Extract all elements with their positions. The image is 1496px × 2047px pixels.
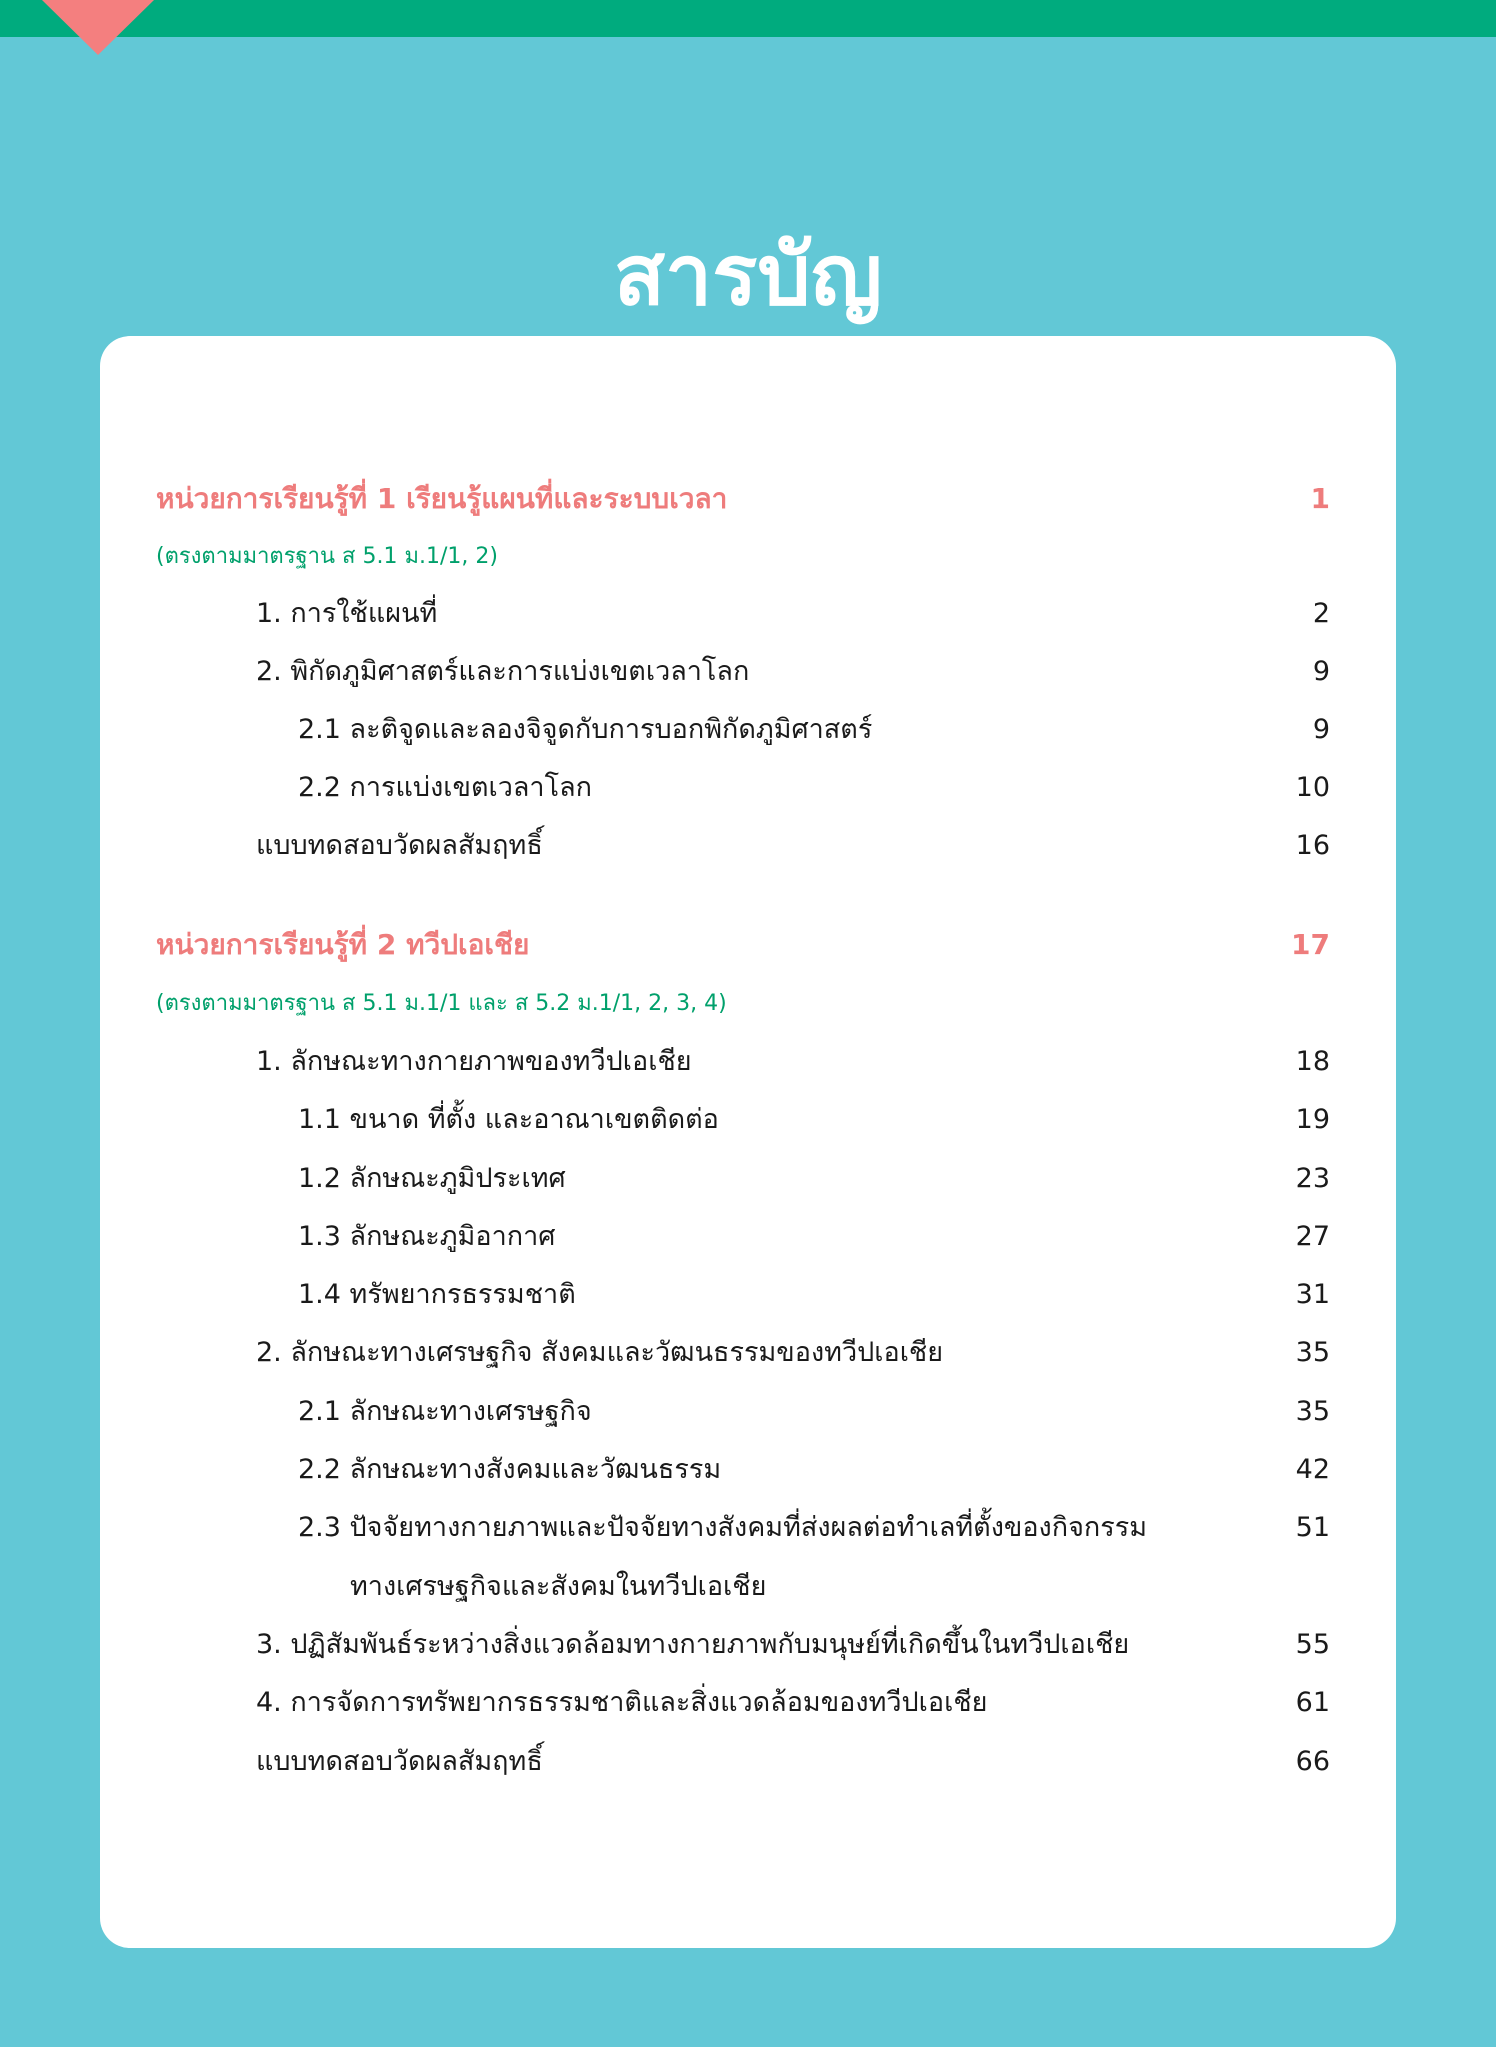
toc-entry[interactable]: [100, 1387, 1396, 1437]
toc-entry-label: 3. ปฏิสัมพันธ์ระหว่างสิ่งแวดล้อมทางกายภาพกับมนุษย์ที่เกิดขึ้นในทวีปเอเชีย: [256, 1629, 1130, 1660]
toc-entry-page: 9: [1312, 714, 1330, 745]
top-green-bar: [0, 0, 1496, 37]
toc-entry[interactable]: [100, 1445, 1396, 1495]
toc-entry-label: 2.1 ละติจูดและลองจิจูดกับการบอกพิกัดภูมิศาสตร์: [298, 714, 873, 745]
toc-entry-page: 19: [1295, 1104, 1330, 1135]
unit-page-number: 17: [1291, 928, 1330, 961]
corner-triangle-marker: [42, 0, 154, 55]
unit-heading: หน่วยการเรียนรู้ที่ 1 เรียนรู้แผนที่และระบบเวลา: [156, 482, 728, 515]
toc-entry-page: 51: [1295, 1512, 1330, 1543]
toc-entry-label: 2. พิกัดภูมิศาสตร์และการแบ่งเขตเวลาโลก: [256, 656, 750, 687]
toc-entry[interactable]: [100, 647, 1396, 697]
toc-entry-label: 1.2 ลักษณะภูมิประเทศ: [298, 1163, 566, 1194]
toc-entry-continuation[interactable]: [100, 1562, 1396, 1612]
toc-entry[interactable]: [100, 1620, 1396, 1670]
toc-entry-page: 55: [1295, 1629, 1330, 1660]
toc-entry-page: 18: [1295, 1046, 1330, 1077]
toc-entry-page: 31: [1295, 1279, 1330, 1310]
standard-note: (ตรงตามมาตรฐาน ส 5.1 ม.1/1, 2): [156, 544, 498, 569]
toc-entry-label: 2.2 การแบ่งเขตเวลาโลก: [298, 772, 592, 803]
unit-2-standard-row: [100, 979, 1396, 1029]
toc-entry[interactable]: [100, 821, 1396, 871]
standard-note: (ตรงตามมาตรฐาน ส 5.1 ม.1/1 และ ส 5.2 ม.1/1, 2, 3, 4): [156, 991, 727, 1016]
toc-entry-page: 23: [1295, 1163, 1330, 1194]
toc-entry[interactable]: [100, 1678, 1396, 1728]
toc-entry[interactable]: [100, 705, 1396, 755]
toc-entry[interactable]: [100, 1095, 1396, 1145]
toc-entry-label: 1.1 ขนาด ที่ตั้ง และอาณาเขตติดต่อ: [298, 1104, 719, 1135]
toc-entry-label: 1.4 ทรัพยากรธรรมชาติ: [298, 1279, 576, 1310]
toc-entry-page: 10: [1295, 772, 1330, 803]
toc-entry-label: 1. ลักษณะทางกายภาพของทวีปเอเชีย: [256, 1046, 692, 1077]
unit-1-standard-row: [100, 532, 1396, 582]
toc-entry[interactable]: [100, 589, 1396, 639]
toc-entry-label: 2.2 ลักษณะทางสังคมและวัฒนธรรม: [298, 1454, 722, 1485]
toc-entry-label: 4. การจัดการทรัพยากรธรรมชาติและสิ่งแวดล้อมของทวีปเอเชีย: [256, 1687, 988, 1718]
toc-entry-page: 66: [1295, 1746, 1330, 1777]
toc-entry-label: แบบทดสอบวัดผลสัมฤทธิ์: [256, 1746, 543, 1777]
unit-page-number: 1: [1310, 482, 1330, 515]
toc-entry[interactable]: [100, 1154, 1396, 1204]
toc-entry-label: ทางเศรษฐกิจและสังคมในทวีปเอเชีย: [350, 1571, 767, 1602]
toc-entry-page: 61: [1295, 1687, 1330, 1718]
toc-entry-label: 2.3 ปัจจัยทางกายภาพและปัจจัยทางสังคมที่ส่งผลต่อทำเลที่ตั้งของกิจกรรม: [298, 1512, 1148, 1543]
toc-entry[interactable]: [100, 763, 1396, 813]
page-title: สารบัญ: [613, 226, 883, 324]
toc-entry[interactable]: [100, 1212, 1396, 1262]
toc-entry-label: 1.3 ลักษณะภูมิอากาศ: [298, 1221, 556, 1252]
toc-entry-label: 2.1 ลักษณะทางเศรษฐกิจ: [298, 1396, 592, 1427]
contents-card: [100, 336, 1396, 1948]
toc-entry[interactable]: [100, 1503, 1396, 1553]
toc-entry-page: 42: [1295, 1454, 1330, 1485]
toc-entry[interactable]: [100, 1737, 1396, 1787]
toc-entry-page: 9: [1312, 656, 1330, 687]
toc-entry[interactable]: [100, 1270, 1396, 1320]
toc-entry[interactable]: [100, 1328, 1396, 1378]
toc-entry-label: 1. การใช้แผนที่: [256, 598, 438, 629]
toc-entry-label: แบบทดสอบวัดผลสัมฤทธิ์: [256, 830, 543, 861]
toc-entry-page: 27: [1295, 1221, 1330, 1252]
toc-entry-label: 2. ลักษณะทางเศรษฐกิจ สังคมและวัฒนธรรมของทวีปเอเชีย: [256, 1337, 944, 1368]
toc-entry-page: 35: [1295, 1396, 1330, 1427]
unit-heading: หน่วยการเรียนรู้ที่ 2 ทวีปเอเชีย: [156, 928, 530, 961]
toc-entry[interactable]: [100, 1037, 1396, 1087]
toc-entry-page: 35: [1295, 1337, 1330, 1368]
toc-entry-page: 16: [1295, 830, 1330, 861]
toc-entry-page: 2: [1312, 598, 1330, 629]
unit-1-heading-row[interactable]: [100, 474, 1396, 524]
unit-2-heading-row[interactable]: [100, 920, 1396, 970]
